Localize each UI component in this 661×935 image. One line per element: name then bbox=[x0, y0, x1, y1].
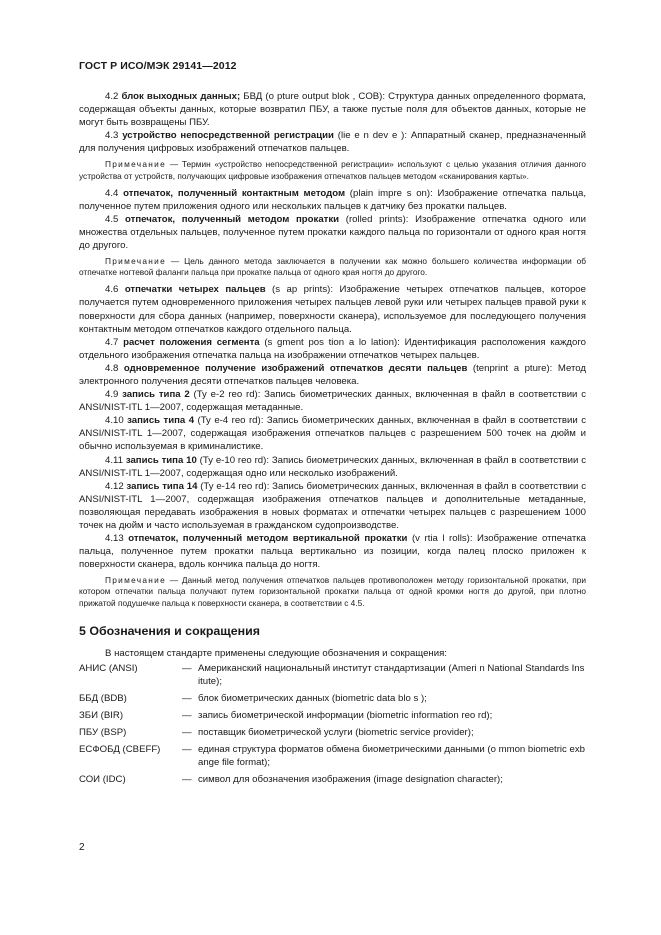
definition-text: (Ty e-10 reo rd): Запись биометрических данных, включенная в файл в соответствии с ANSI/NIST-ITL 1—2007, содержащая одно или несколько изображений. bbox=[79, 454, 587, 479]
definition-paragraph bbox=[79, 283, 586, 335]
definition-number: 4.3 bbox=[105, 130, 119, 142]
abbreviation: СОИ (IDC) bbox=[79, 774, 126, 786]
page-header: ГОСТ Р ИСО/МЭК 29141—2012 bbox=[79, 60, 237, 72]
definition-text: (Ty e-2 reo rd): Запись биометрических данных, включенная в файл в соответствии с ANSI/NIST-ITL 1—2007, содержащая метаданные. bbox=[79, 389, 587, 414]
definition-paragraph bbox=[79, 454, 586, 480]
definition-term: запись типа 2 bbox=[122, 389, 190, 401]
definition-term: блок выходных данных; bbox=[121, 91, 241, 102]
note-text: — Термин «устройство непосредственной регистрации» используют с целью указания отличия данного устройства от устройств, получающих цифровые изображения отпечатков пальцев методом «сканирования карты». bbox=[79, 159, 586, 181]
definition-text: (v rtia l rolls): Изображение отпечатка пальца, полученное путем прокатки пальца вертикально из позиции, когда палец плоско приложен к поверхности сканера, вдоль кончика пальца до ногтя. bbox=[79, 533, 586, 571]
definition-paragraph bbox=[79, 187, 586, 213]
definition-paragraph bbox=[79, 213, 586, 252]
note-paragraph bbox=[79, 159, 586, 181]
abbreviation-row bbox=[79, 773, 586, 786]
definition-number: 4.2 bbox=[105, 91, 119, 102]
note-text: — Данный метод получения отпечатков пальцев противоположен методу горизонтальной прокатки, при котором отпечатки пальца получают путем горизонтальной прокатки пальца от одной кромки ногтя до другой, при плотно прижатой подушечке пальца к поверхности сканера, в соответствии с 4.5. bbox=[79, 575, 586, 608]
abbreviation-row bbox=[79, 709, 586, 722]
note-label: Примечание bbox=[105, 159, 167, 170]
definition-term: запись типа 10 bbox=[125, 454, 197, 466]
definition-paragraph bbox=[79, 388, 586, 414]
definition-paragraph bbox=[79, 480, 586, 532]
dash-separator: — bbox=[182, 692, 192, 704]
dash-separator: — bbox=[182, 744, 192, 756]
document-body bbox=[79, 90, 586, 791]
definition-number: 4.7 bbox=[105, 336, 119, 348]
definition-number: 4.10 bbox=[105, 415, 124, 427]
definition-text: (s ap prints): Изображение четырех отпечатков пальцев, которое получается путем одновременного приложения четырех пальцев левой руки или четырех пальцев правой руки к поверхности для сбора данных (например, поверхности сканера), используемое для последующего получения контактным методом отпечатков каждого отдельного пальца. bbox=[79, 284, 586, 335]
section-title: 5 Обозначения и сокращения bbox=[79, 623, 260, 638]
abbreviation-definition: символ для обозначения изображения (image designation character); bbox=[198, 774, 503, 786]
definition-paragraph bbox=[79, 532, 586, 571]
abbreviation-row bbox=[79, 692, 586, 705]
abbreviation-row bbox=[79, 743, 586, 769]
definition-term: отпечаток, полученный методом прокатки bbox=[125, 213, 340, 225]
definition-text: (Ty e-14 reo rd): Запись биометрических данных, включенная в файл в соответствии с ANSI/NIST-ITL 1—2007, содержащая изображения отпечатков пальцев и дополнительные метаданные, позволяющая передавать изображения в новых форматах и отпечатки четырех пальцев с разрешением 1000 точек на дюйм и часто используемая в гражданском судопроизводстве. bbox=[79, 480, 586, 531]
definition-text: (lie e n dev e ): Аппаратный сканер, предназначенный для получения цифровых изображений отпечатков пальцев. bbox=[79, 130, 586, 155]
definition-term: устройство непосредственной регистрации bbox=[122, 130, 334, 142]
definition-paragraph bbox=[79, 336, 586, 362]
definition-term: отпечатки четырех пальцев bbox=[124, 284, 266, 296]
definition-term: одновременное получение изображений отпечатков десяти пальцев bbox=[123, 362, 468, 374]
abbreviation: ЕСФОБД (CBEFF) bbox=[79, 744, 161, 756]
definition-paragraph bbox=[79, 362, 586, 388]
dash-separator: — bbox=[182, 774, 192, 786]
section-intro: В настоящем стандарте применены следующие обозначения и сокращения: bbox=[105, 647, 447, 659]
definition-term: расчет положения сегмента bbox=[123, 336, 260, 348]
definition-term: отпечаток, полученный методом вертикальной прокатки bbox=[128, 533, 408, 545]
definition-number: 4.11 bbox=[105, 454, 123, 466]
definition-term: запись типа 4 bbox=[127, 415, 195, 427]
definition-number: 4.12 bbox=[105, 480, 124, 492]
dash-separator: — bbox=[182, 662, 192, 674]
definition-paragraph bbox=[79, 414, 586, 453]
definition-number: 4.8 bbox=[105, 362, 119, 374]
abbreviation-definition: блок биометрических данных (biometric data blo s ); bbox=[198, 692, 427, 704]
abbreviation: ЗБИ (BIR) bbox=[79, 710, 124, 722]
note-label: Примечание bbox=[105, 256, 167, 267]
note-text: — Цель данного метода заключается в получении как можно большего количества информации об отпечатке ногтевой фаланги пальца при прокатке пальца от одного края ногтя до другого. bbox=[79, 256, 586, 278]
definition-number: 4.5 bbox=[105, 213, 119, 225]
abbreviation-row bbox=[79, 662, 586, 688]
abbreviation-definition: запись биометрической информации (biometric information reo rd); bbox=[198, 710, 493, 722]
definition-text: БВД (o pture output blok , COB): Структура данных определенного формата, содержащая объекты данных, которые возвратил ПБУ, а также пустые поля для объектов данных, которые не могут быть возвращены ПБУ. bbox=[79, 91, 586, 129]
abbreviation: АНИС (ANSI) bbox=[79, 662, 138, 674]
dash-separator: — bbox=[182, 727, 192, 739]
abbreviation-row bbox=[79, 726, 586, 739]
abbreviation-definition: поставщик биометрической услуги (biometric service provider); bbox=[198, 727, 474, 739]
dash-separator: — bbox=[182, 710, 192, 722]
definition-term: запись типа 14 bbox=[126, 480, 198, 492]
definition-text: (plain impre s on): Изображение отпечатка пальца, полученное путем приложения одного или нескольких пальцев к датчику без прокатки пальцев. bbox=[79, 187, 586, 212]
definition-text: (rolled prints): Изображение отпечатка одного или множества отдельных пальцев, полученное путем прокатки каждого пальца по горизонтали от одного края ногтя до другого. bbox=[79, 213, 586, 252]
definition-term: отпечаток, полученный контактным методом bbox=[123, 187, 346, 199]
note-paragraph bbox=[79, 256, 586, 278]
abbreviation: ББД (BDB) bbox=[79, 692, 127, 704]
definition-number: 4.9 bbox=[105, 389, 119, 401]
definition-text: (Ty e-4 reo rd): Запись биометрических данных, включенная в файл в соответствии с ANSI/NIST-ITL 1—2007, содержащая изображения отпечатков пальцев с разрешением 500 точек на дюйм и обычно используемая в криминалистике. bbox=[79, 415, 586, 453]
abbreviation-definition: единая структура форматов обмена биометрическими данными (o mmon biometric exb ange file format); bbox=[198, 744, 585, 769]
definition-number: 4.4 bbox=[105, 187, 119, 199]
abbreviation: ПБУ (BSP) bbox=[79, 727, 127, 739]
definition-paragraph bbox=[79, 90, 586, 129]
definition-paragraph bbox=[79, 129, 586, 155]
page-number: 2 bbox=[79, 842, 85, 853]
definition-text: (tenprint a pture): Метод электронного получения десяти отпечатков пальцев человека. bbox=[79, 362, 587, 387]
note-paragraph bbox=[79, 575, 586, 608]
abbreviation-definition: Американский национальный институт стандартизации (Ameri n National Standards Ins itute); bbox=[198, 662, 585, 687]
definition-number: 4.6 bbox=[105, 284, 119, 296]
definition-text: (s gment pos tion a lo lation): Идентификация расположения каждого отдельного изображения отпечатка пальца на изображении отпечатков четырех пальцев. bbox=[79, 336, 586, 361]
definition-number: 4.13 bbox=[105, 533, 124, 545]
definitions-list bbox=[79, 90, 586, 609]
abbreviations-list bbox=[79, 662, 586, 787]
note-label: Примечание bbox=[105, 575, 167, 586]
